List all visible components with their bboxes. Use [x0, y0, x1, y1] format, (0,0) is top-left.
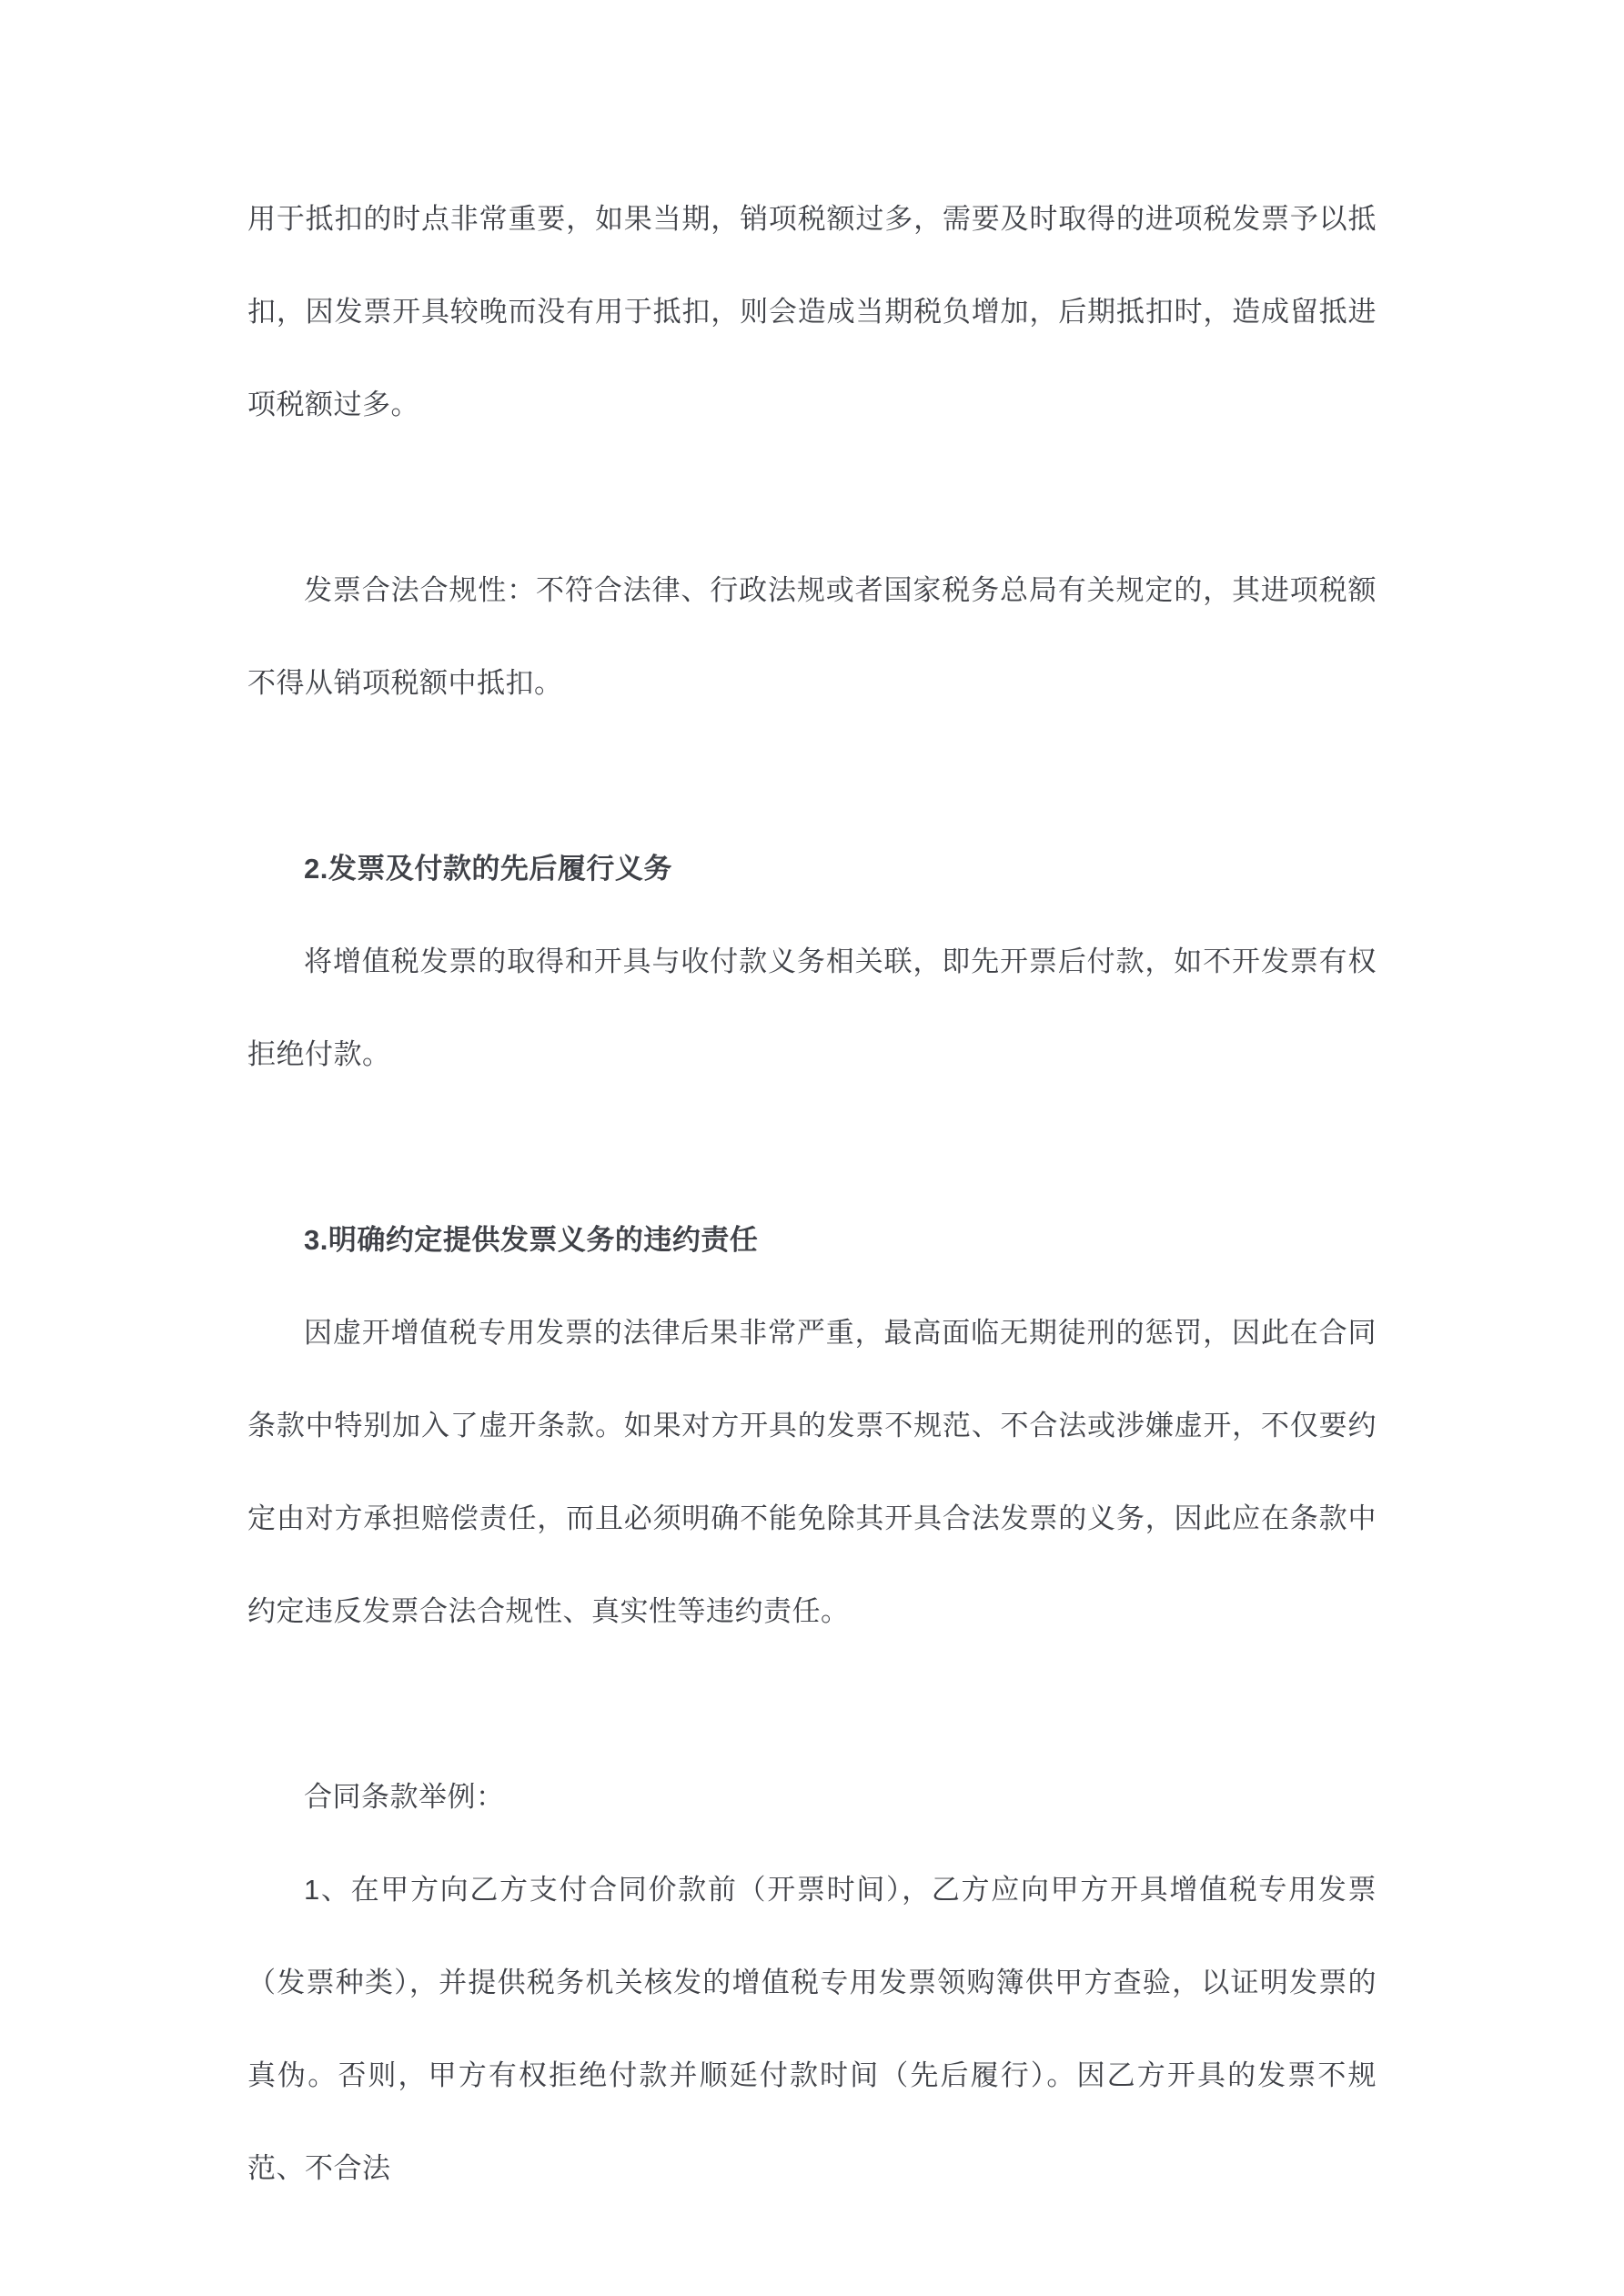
paragraph-deduction-timing: 用于抵扣的时点非常重要，如果当期，销项税额过多，需要及时取得的进项税发票予以抵扣，因发票开具较晚而没有用于抵扣，则会造成当期税负增加，后期抵扣时，造成留抵进项税额过多。 — [247, 203, 1377, 420]
paragraph-invoice-legality: 发票合法合规性：不符合法律、行政法规或者国家税务总局有关规定的，其进项税额不得从销项税额中抵扣。 — [247, 574, 1377, 699]
paragraph-false-invoicing-consequences: 因虚开增值税专用发票的法律后果非常严重，最高面临无期徒刑的惩罚，因此在合同条款中特别加入了虚开条款。如果对方开具的发票不规范、不合法或涉嫌虚开，不仅要约定由对方承担赔偿责任，而且必须明确不能免除其开具合法发票的义务，因此应在条款中约定违反发票合法合规性、真实性等违约责任。 — [247, 1317, 1377, 1627]
heading-breach-liability: 3.明确约定提供发票义务的违约责任 — [304, 1224, 759, 1256]
heading-invoice-payment-order: 2.发票及付款的先后履行义务 — [304, 853, 672, 885]
paragraph-contract-clause-example-label: 合同条款举例： — [304, 1781, 505, 1813]
paragraph-contract-clause-1: 1、在甲方向乙方支付合同价款前（开票时间），乙方应向甲方开具增值税专用发票（发票种类），并提供税务机关核发的增值税专用发票领购簿供甲方查验，以证明发票的真伪。否则，甲方有权拒绝付款并顺延付款时间（先后履行）。因乙方开具的发票不规范、不合法 — [247, 1874, 1377, 2184]
paragraph-invoice-payment-link: 将增值税发票的取得和开具与收付款义务相关联，即先开票后付款，如不开发票有权拒绝付款。 — [247, 946, 1377, 1070]
